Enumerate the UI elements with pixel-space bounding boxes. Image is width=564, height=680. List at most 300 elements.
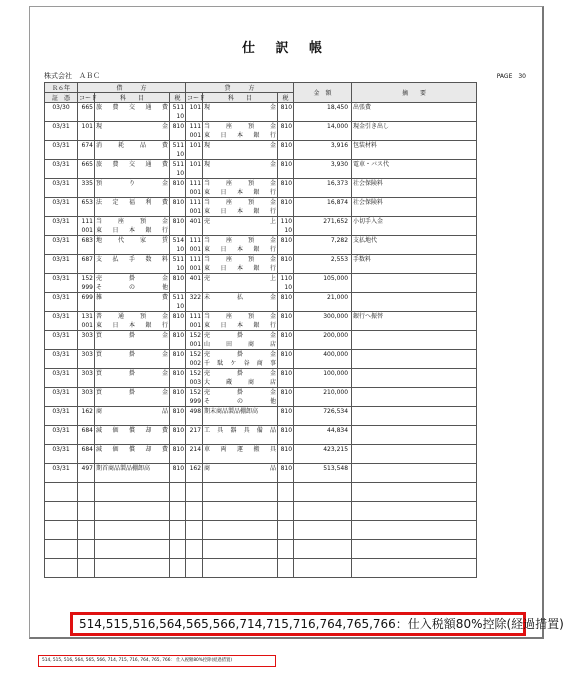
credit-subject-char: 東 xyxy=(204,189,211,196)
debit-subject-char: 金 xyxy=(161,332,168,339)
journal-row xyxy=(45,350,477,369)
credit-code: 401 xyxy=(189,275,202,282)
credit-tax: 810 xyxy=(280,446,293,453)
debit-subject-char: 金 xyxy=(161,370,168,377)
date-cell xyxy=(45,293,78,312)
credit-code-cell xyxy=(186,369,203,388)
empty-cell xyxy=(186,502,203,521)
debit-tax: 810 xyxy=(172,313,185,320)
debit-subject-char: 旅 xyxy=(96,161,103,168)
entry-date: 03/31 xyxy=(52,142,70,149)
debit-subject-char: 行 xyxy=(161,227,168,234)
date-cell xyxy=(45,198,78,217)
credit-subject-char: 具 xyxy=(243,427,250,434)
credit-subject-char: の xyxy=(237,398,244,405)
debit-subject xyxy=(96,388,168,397)
debit-subject-char: 日 xyxy=(112,322,119,329)
credit-subject xyxy=(204,245,276,254)
journal-body xyxy=(45,103,477,578)
amount-value: 105,000 xyxy=(323,275,349,282)
credit-code-cell xyxy=(186,274,203,293)
debit-subject-char: 数 xyxy=(145,256,152,263)
debit-subject-char: 東 xyxy=(96,227,103,234)
summary-text xyxy=(353,388,475,397)
debit-code: 497 xyxy=(81,465,93,472)
credit-subject-cell xyxy=(203,160,278,179)
credit-tax: 810 xyxy=(280,389,293,396)
debit-subject-cell xyxy=(95,236,170,255)
credit-subject-char: 金 xyxy=(269,199,276,206)
empty-row xyxy=(45,502,477,521)
credit-tax: 810 xyxy=(280,180,293,187)
credit-subject-char: 行 xyxy=(269,246,276,253)
debit-code-cell xyxy=(78,179,95,198)
empty-cell xyxy=(294,540,352,559)
credit-code-cell xyxy=(186,350,203,369)
debit-subject-cell xyxy=(95,255,170,274)
amount-cell xyxy=(294,464,352,483)
debit-subject-char: 買 xyxy=(96,351,103,358)
summary-text: 支払地代 xyxy=(353,237,378,244)
debit-subject-char: 預 xyxy=(139,218,146,225)
debit-subject-char: 通 xyxy=(145,161,152,168)
debit-tax-cell xyxy=(170,350,186,369)
debit-subject-char: 消 xyxy=(96,142,103,149)
debit-code-cell xyxy=(78,198,95,217)
credit-code: 401 xyxy=(189,218,202,225)
debit-code-cell xyxy=(78,350,95,369)
credit-subject xyxy=(204,312,276,321)
journal-row xyxy=(45,407,477,426)
debit-code: 131 xyxy=(81,313,93,320)
credit-subject-char: 売 xyxy=(204,332,211,339)
credit-subject-char: 金 xyxy=(269,389,276,396)
credit-subject-cell xyxy=(203,369,278,388)
summary-cell xyxy=(352,388,477,407)
credit-tax-cell xyxy=(278,141,294,160)
credit-subject-char: 売 xyxy=(204,370,211,377)
credit-subject-char: 売 xyxy=(204,218,211,225)
entry-date: 03/31 xyxy=(52,446,70,453)
credit-subject xyxy=(204,397,276,406)
credit-tax-cell xyxy=(278,407,294,426)
debit-code-cell xyxy=(78,274,95,293)
credit-subject xyxy=(204,236,276,245)
journal-row xyxy=(45,369,477,388)
debit-subject-cell xyxy=(95,407,170,426)
debit-code: 335 xyxy=(81,180,93,187)
debit-subject-cell xyxy=(95,122,170,141)
date-cell xyxy=(45,217,78,236)
amount-cell xyxy=(294,103,352,122)
debit-subject-char: 金 xyxy=(161,218,168,225)
credit-subject-cell xyxy=(203,255,278,274)
debit-tax-cell xyxy=(170,122,186,141)
journal-table xyxy=(44,82,477,578)
summary-header: 摘 要 xyxy=(352,83,477,103)
empty-cell xyxy=(186,540,203,559)
entry-date: 03/31 xyxy=(52,180,70,187)
credit-code: 111 xyxy=(189,237,202,244)
amount-value: 16,874 xyxy=(327,199,349,206)
empty-cell xyxy=(294,502,352,521)
summary-cell xyxy=(352,426,477,445)
date-cell xyxy=(45,312,78,331)
debit-subject-char: 品 xyxy=(139,142,146,149)
debit-subject-char: 交 xyxy=(128,161,135,168)
entry-date: 03/31 xyxy=(52,465,70,472)
date-cell xyxy=(45,122,78,141)
summary-text: 出張費 xyxy=(353,104,372,111)
debit-subject-char: 銀 xyxy=(145,322,152,329)
entry-date: 03/31 xyxy=(52,275,70,282)
credit-subject-char: 当 xyxy=(204,237,211,244)
debit-code-cell xyxy=(78,217,95,236)
debit-subject-cell xyxy=(95,426,170,445)
amount-value: 21,000 xyxy=(327,294,349,301)
debit-code: 303 xyxy=(81,370,93,377)
debit-code: 303 xyxy=(81,351,93,358)
credit-subject-char: 銀 xyxy=(253,322,260,329)
credit-code: 322 xyxy=(189,294,202,301)
credit-subject xyxy=(204,179,276,188)
empty-cell xyxy=(294,483,352,502)
credit-tax: 110 xyxy=(280,275,293,282)
credit-subject-char: そ xyxy=(204,398,211,405)
debit-subject xyxy=(96,274,168,283)
journal-row xyxy=(45,217,477,236)
debit-subject xyxy=(96,226,168,235)
debit-subject xyxy=(96,464,168,473)
debit-code: 111 xyxy=(81,218,93,225)
amount-value: 44,834 xyxy=(327,427,349,434)
empty-cell xyxy=(95,502,170,521)
debit-subject xyxy=(96,236,168,245)
credit-code: 111 xyxy=(189,180,202,187)
credit-subject-cell xyxy=(203,331,278,350)
journal-row xyxy=(45,274,477,293)
debit-subject-char: 雑 xyxy=(96,294,103,301)
journal-row xyxy=(45,464,477,483)
credit-subject-char: 銀 xyxy=(253,246,260,253)
debit-subject-char: 金 xyxy=(161,389,168,396)
credit-tax-cell xyxy=(278,312,294,331)
debit-subject-char: 買 xyxy=(96,332,103,339)
debit-tax-cell xyxy=(170,407,186,426)
credit-subject-char: 駄 xyxy=(217,360,224,367)
credit-subject-char: 品 xyxy=(270,465,277,472)
credit-subject-char: 金 xyxy=(269,123,276,130)
amount-cell xyxy=(294,255,352,274)
debit-subject-char: 交 xyxy=(128,104,135,111)
debit-subject-char: 費 xyxy=(161,199,168,206)
debit-subject-char: 預 xyxy=(139,313,146,320)
debit-subject-char: 金 xyxy=(161,351,168,358)
credit-subject-char: 払 xyxy=(237,294,244,301)
credit-subject-char: 器 xyxy=(230,427,237,434)
debit-subject-cell xyxy=(95,179,170,198)
entry-date: 03/31 xyxy=(52,256,70,263)
credit-subject-char: 本 xyxy=(236,322,243,329)
credit-subject-char: 千 xyxy=(204,360,211,367)
credit-subject-char: 当 xyxy=(204,313,211,320)
credit-code: 001 xyxy=(189,246,202,253)
debit-subject-char: 法 xyxy=(96,199,103,206)
credit-subject-char: 他 xyxy=(269,398,276,405)
debit-tax-cell xyxy=(170,445,186,464)
amount-value: 16,373 xyxy=(327,180,349,187)
summary-text: 小切手入金 xyxy=(353,218,384,225)
credit-subject-char: 金 xyxy=(269,313,276,320)
debit-subject xyxy=(96,179,168,188)
credit-tax: 810 xyxy=(280,161,293,168)
credit-subject-header: 科 目 xyxy=(203,93,278,103)
empty-cell xyxy=(186,521,203,540)
amount-cell xyxy=(294,217,352,236)
credit-subject-char: 東 xyxy=(204,322,211,329)
debit-subject-char: 買 xyxy=(96,370,103,377)
debit-subject-char: 本 xyxy=(128,227,135,234)
credit-subject-char: 金 xyxy=(269,370,276,377)
debit-subject-cell xyxy=(95,198,170,217)
credit-subject-char: 蔵 xyxy=(226,379,233,386)
debit-subject-char: 費 xyxy=(112,161,119,168)
credit-code-cell xyxy=(186,179,203,198)
credit-subject-char: 現 xyxy=(204,142,211,149)
debit-subject-char: 支 xyxy=(96,256,103,263)
credit-subject-text: 期末商品製品棚卸高 xyxy=(204,408,259,415)
debit-subject xyxy=(96,331,168,340)
empty-cell xyxy=(186,483,203,502)
amount-cell xyxy=(294,274,352,293)
debit-subject-text: 期首商品製品棚卸高 xyxy=(96,465,151,472)
summary-text xyxy=(353,445,475,454)
debit-tax: 810 xyxy=(172,427,185,434)
summary-text: 電車・バス代 xyxy=(353,161,390,168)
credit-subject-char: 搬 xyxy=(253,446,260,453)
credit-subject xyxy=(204,321,276,330)
journal-row xyxy=(45,236,477,255)
debit-subject-header: 科 目 xyxy=(95,93,170,103)
debit-subject-char: 料 xyxy=(161,256,168,263)
amount-value: 300,000 xyxy=(323,313,349,320)
credit-subject-char: 売 xyxy=(204,275,211,282)
company-name: 株式会社 ＡＢＣ xyxy=(44,72,100,80)
credit-subject-char: 金 xyxy=(269,237,276,244)
summary-text xyxy=(353,350,475,359)
credit-code-cell xyxy=(186,388,203,407)
credit-code: 001 xyxy=(189,208,202,215)
summary-text xyxy=(353,369,475,378)
debit-code: 001 xyxy=(81,322,93,329)
debit-code: 665 xyxy=(81,104,93,111)
debit-subject-char: 償 xyxy=(128,427,135,434)
credit-code: 001 xyxy=(189,132,202,139)
date-cell xyxy=(45,350,78,369)
credit-subject-char: 工 xyxy=(204,427,211,434)
credit-subject-char: 行 xyxy=(269,322,276,329)
credit-code-header: コード xyxy=(186,93,203,103)
credit-subject-char: 座 xyxy=(226,199,233,206)
debit-tax: 810 xyxy=(172,199,185,206)
credit-subject-char: 上 xyxy=(270,275,277,282)
summary-text: 手数料 xyxy=(353,256,372,263)
empty-cell xyxy=(294,521,352,540)
credit-subject-char: 金 xyxy=(269,294,276,301)
date-cell xyxy=(45,274,78,293)
debit-tax-cell xyxy=(170,388,186,407)
credit-tax-cell xyxy=(278,179,294,198)
debit-tax-cell xyxy=(170,274,186,293)
journal-row xyxy=(45,312,477,331)
entry-date: 03/31 xyxy=(52,389,70,396)
credit-subject-char: 金 xyxy=(269,256,276,263)
debit-code-cell xyxy=(78,160,95,179)
amount-cell xyxy=(294,160,352,179)
entry-date: 03/31 xyxy=(52,370,70,377)
empty-cell xyxy=(45,483,78,502)
credit-tax: 810 xyxy=(280,123,293,130)
empty-cell xyxy=(170,483,186,502)
credit-subject-char: 銀 xyxy=(253,208,260,215)
credit-subject-char: 東 xyxy=(204,132,211,139)
credit-subject-cell xyxy=(203,274,278,293)
credit-subject xyxy=(204,426,276,435)
credit-subject-char: 行 xyxy=(269,189,276,196)
credit-subject xyxy=(204,274,276,283)
credit-subject-char: 店 xyxy=(269,379,276,386)
journal-row xyxy=(45,255,477,274)
credit-tax-header: 税 xyxy=(278,93,294,103)
debit-tax: 511 xyxy=(172,161,185,168)
debit-tax: 10 xyxy=(176,170,185,177)
empty-cell xyxy=(45,559,78,578)
credit-subject-char: 掛 xyxy=(237,332,244,339)
debit-subject-char: 品 xyxy=(161,408,168,415)
date-cell xyxy=(45,388,78,407)
empty-cell xyxy=(78,483,95,502)
summary-cell xyxy=(352,198,477,217)
amount-value: 200,000 xyxy=(323,332,349,339)
empty-cell xyxy=(95,483,170,502)
debit-tax: 10 xyxy=(176,246,185,253)
credit-subject-cell xyxy=(203,122,278,141)
amount-value: 513,548 xyxy=(323,465,349,472)
debit-code: 674 xyxy=(81,142,93,149)
debit-tax: 10 xyxy=(176,265,185,272)
credit-subject-char: 商 xyxy=(204,465,211,472)
credit-subject-char: 谷 xyxy=(243,360,250,367)
debit-subject-char: 金 xyxy=(161,123,168,130)
empty-cell xyxy=(278,521,294,540)
credit-tax: 10 xyxy=(284,284,293,291)
debit-subject-char: 東 xyxy=(96,322,103,329)
debit-code: 152 xyxy=(81,275,93,282)
journal-row xyxy=(45,141,477,160)
empty-row xyxy=(45,521,477,540)
credit-code: 111 xyxy=(189,123,202,130)
debit-subject-cell xyxy=(95,274,170,293)
credit-tax: 810 xyxy=(280,256,293,263)
amount-value: 14,000 xyxy=(327,123,349,130)
debit-subject xyxy=(96,217,168,226)
credit-subject-cell xyxy=(203,464,278,483)
debit-subject-char: 掛 xyxy=(128,332,135,339)
debit-code-cell xyxy=(78,445,95,464)
credit-subject xyxy=(204,198,276,207)
journal-row xyxy=(45,198,477,217)
debit-subject-char: 掛 xyxy=(128,370,135,377)
credit-subject-char: 本 xyxy=(236,132,243,139)
credit-subject xyxy=(204,407,276,416)
credit-subject-cell xyxy=(203,426,278,445)
credit-tax-cell xyxy=(278,122,294,141)
credit-tax-cell xyxy=(278,464,294,483)
credit-subject xyxy=(204,464,276,473)
debit-subject-char: 手 xyxy=(128,256,135,263)
summary-text: 銀行へ振替 xyxy=(353,313,384,320)
credit-subject xyxy=(204,255,276,264)
debit-tax: 810 xyxy=(172,408,185,415)
summary-cell xyxy=(352,236,477,255)
empty-cell xyxy=(45,540,78,559)
summary-cell xyxy=(352,217,477,236)
summary-text: 包装材料 xyxy=(353,142,378,149)
credit-subject-cell xyxy=(203,293,278,312)
debit-subject xyxy=(96,321,168,330)
debit-tax: 810 xyxy=(172,351,185,358)
credit-subject-char: 売 xyxy=(204,389,211,396)
credit-subject-char: 銀 xyxy=(253,132,260,139)
amount-header: 金 額 xyxy=(294,83,352,103)
credit-code-cell xyxy=(186,141,203,160)
summary-text: 現金引き出し xyxy=(353,123,390,130)
credit-subject-char: 売 xyxy=(204,351,211,358)
credit-subject-cell xyxy=(203,103,278,122)
debit-tax-cell xyxy=(170,255,186,274)
credit-code-cell xyxy=(186,236,203,255)
amount-value: 423,215 xyxy=(323,446,349,453)
empty-cell xyxy=(186,559,203,578)
debit-code-header: コード xyxy=(78,93,95,103)
debit-subject-char: 減 xyxy=(96,446,103,453)
debit-subject-char: 掛 xyxy=(128,389,135,396)
summary-cell xyxy=(352,445,477,464)
debit-tax-cell xyxy=(170,217,186,236)
credit-subject-char: 預 xyxy=(247,123,254,130)
debit-subject-cell xyxy=(95,369,170,388)
entry-date: 03/31 xyxy=(52,351,70,358)
credit-tax: 810 xyxy=(280,370,293,377)
debit-code-cell xyxy=(78,426,95,445)
credit-subject-char: 座 xyxy=(226,313,233,320)
debit-tax-cell xyxy=(170,426,186,445)
entry-date: 03/31 xyxy=(52,313,70,320)
credit-subject-char: 田 xyxy=(226,341,233,348)
amount-value: 726,534 xyxy=(323,408,349,415)
debit-subject xyxy=(96,350,168,359)
debit-subject-char: 通 xyxy=(145,104,152,111)
debit-subject-char: 償 xyxy=(128,446,135,453)
debit-code: 683 xyxy=(81,237,93,244)
credit-code: 101 xyxy=(189,142,202,149)
debit-tax-cell xyxy=(170,179,186,198)
credit-tax: 810 xyxy=(280,465,293,472)
summary-cell xyxy=(352,103,477,122)
credit-tax: 810 xyxy=(280,142,293,149)
credit-subject xyxy=(204,359,276,368)
debit-subject-char: 地 xyxy=(96,237,103,244)
